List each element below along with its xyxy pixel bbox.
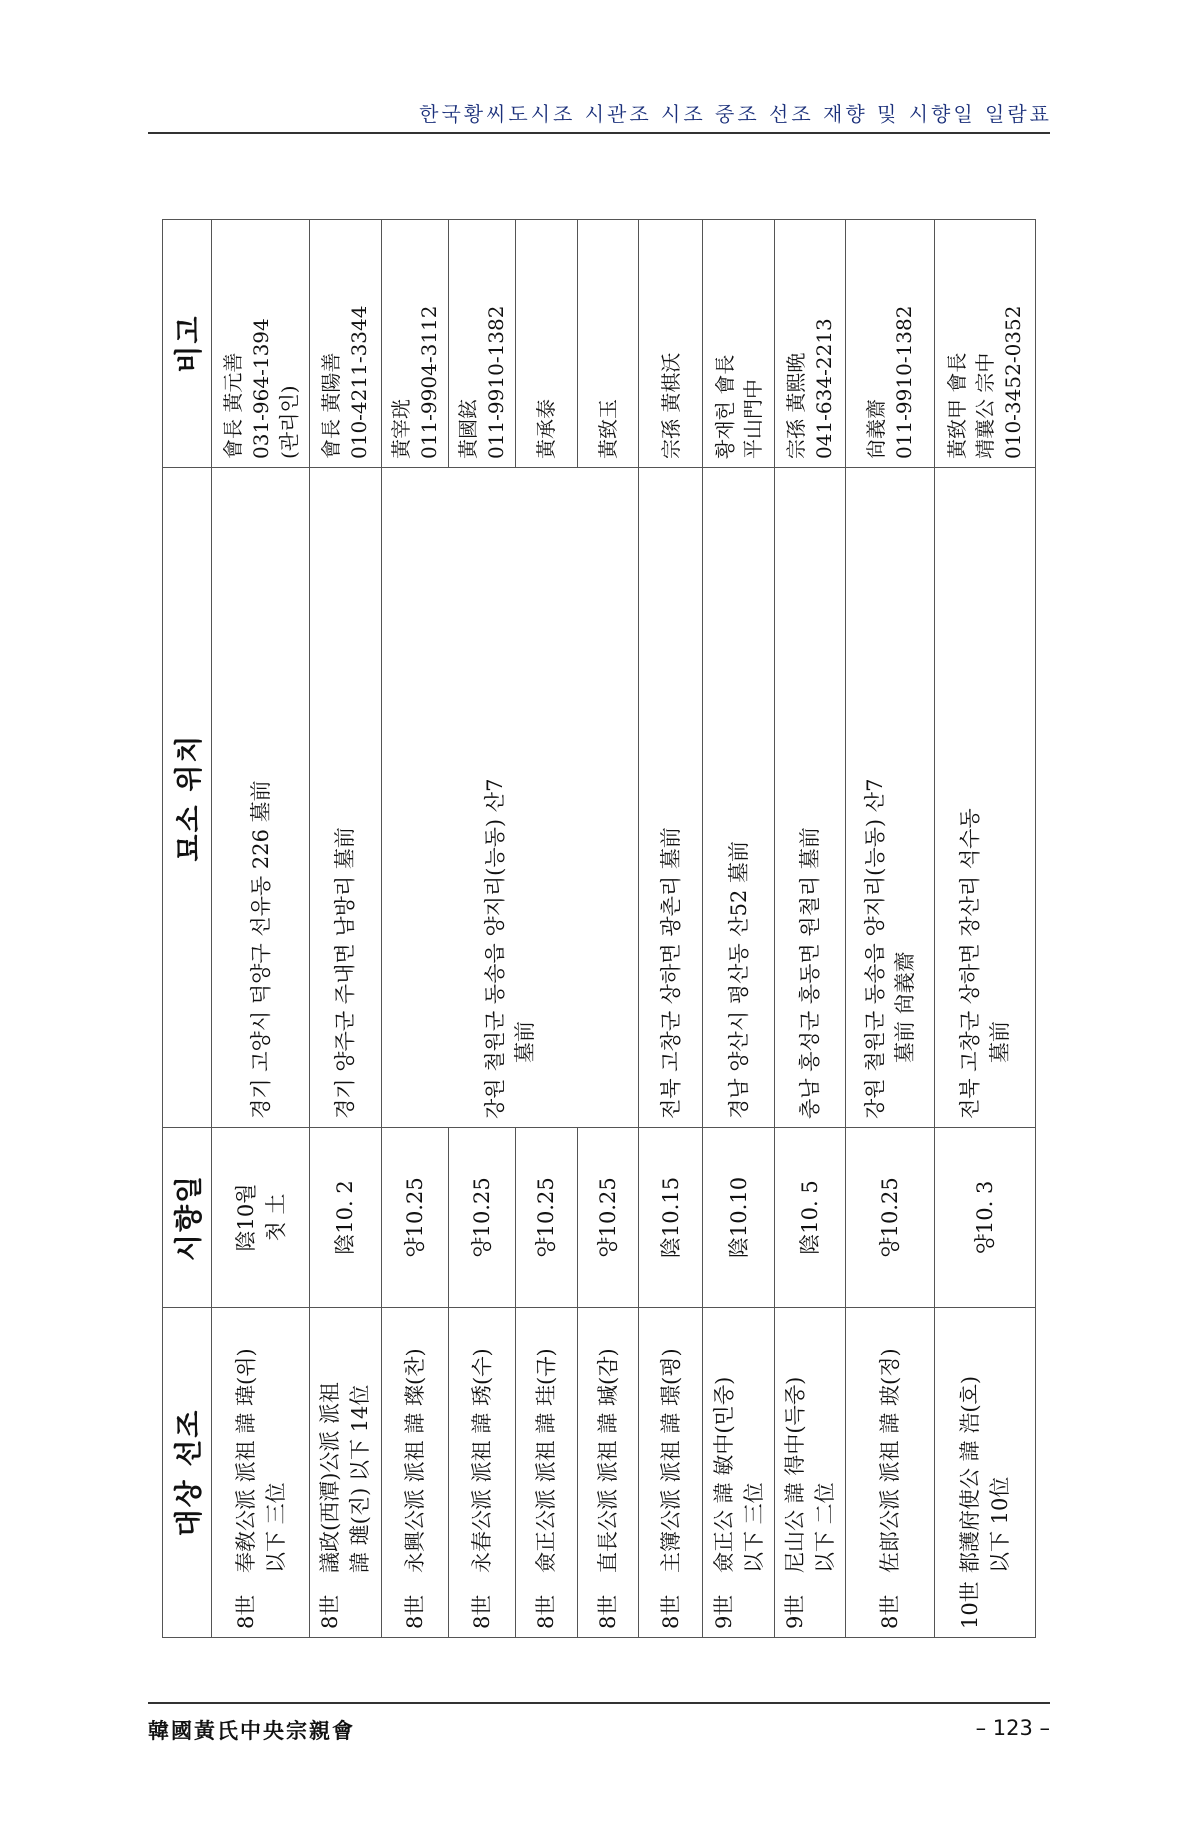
column-header-ancestor: 대상 선조	[163, 1308, 212, 1638]
note-line: 平山門中	[740, 379, 765, 459]
ancestor-line: 以下 10位	[987, 1476, 1012, 1573]
ancestor-cell	[516, 1308, 578, 1638]
ancestor-cell	[577, 1308, 639, 1638]
date-line: 양10.25	[878, 1177, 903, 1258]
note-line: 會長 黃元善	[220, 352, 245, 459]
note-cell	[703, 220, 775, 468]
ancestor-line: 僉正公派 派祖 諱 珪(규)	[534, 1348, 559, 1573]
note-line: 011-9910-1382	[892, 305, 917, 459]
note-line: 黃致玉	[596, 399, 621, 459]
note-line: 031-964-1394	[248, 318, 273, 459]
ancestor-line: 直長公派 派祖 諱 瑊(감)	[596, 1348, 621, 1573]
date-cell	[310, 1128, 382, 1308]
location-line: 墓前	[987, 1021, 1012, 1063]
note-line: 黃承泰	[534, 399, 559, 459]
date-cell	[774, 1128, 846, 1308]
memorial-schedule-table	[162, 219, 1036, 1638]
date-cell	[577, 1128, 639, 1308]
date-cell	[703, 1128, 775, 1308]
location-line: 경기 고양시 덕양구 선유동 226 墓前	[248, 780, 273, 1119]
header-divider	[148, 132, 1050, 134]
generation: 8世	[233, 1594, 258, 1629]
location-cell	[639, 468, 703, 1128]
ancestor-cell	[934, 1308, 1035, 1638]
date-cell	[516, 1128, 578, 1308]
note-line: 黃致甲 會長	[944, 352, 969, 459]
location-line: 전북 고창군 상하면 광촌리 墓前	[658, 827, 683, 1119]
note-line: 黃宰珖	[388, 399, 413, 459]
ancestor-line: 奉敎公派 派祖 諱 瑋(위)	[233, 1348, 258, 1573]
note-cell	[639, 220, 703, 468]
location-cell	[310, 468, 382, 1128]
generation: 10世	[957, 1581, 982, 1629]
note-line: (관리인)	[276, 385, 301, 459]
date-line: 양10.25	[596, 1177, 621, 1258]
note-cell	[516, 220, 578, 468]
ancestor-cell	[381, 1308, 448, 1638]
table-header-row	[163, 220, 212, 1638]
date-line: 陰10. 5	[798, 1180, 823, 1255]
location-line: 충남 홍성군 홍동면 원철리 墓前	[798, 827, 823, 1119]
location-cell	[934, 468, 1035, 1128]
generation: 8世	[596, 1594, 621, 1629]
note-line: 尙義齋	[864, 399, 889, 459]
note-line: 會長 黃陽善	[319, 352, 344, 459]
ancestor-line: 尼山公 諱 得中(득중)	[783, 1376, 808, 1573]
generation: 8世	[534, 1594, 559, 1629]
location-line: 강원 철원군 동송읍 양지리(능동) 산7	[483, 778, 507, 1119]
generation: 8世	[402, 1594, 427, 1629]
date-line: 첫 土	[263, 1193, 288, 1242]
location-cell	[846, 468, 934, 1128]
location-cell	[703, 468, 775, 1128]
footer-divider	[148, 1702, 1050, 1704]
page-number: – 123 –	[975, 1716, 1050, 1740]
generation: 8世	[658, 1594, 683, 1629]
location-line: 墓前 尙義齋	[893, 951, 918, 1063]
note-line: 011-9910-1382	[483, 305, 508, 459]
note-cell	[212, 220, 310, 468]
note-cell	[577, 220, 639, 468]
date-line: 양10.25	[402, 1177, 427, 1258]
note-line: 황재헌 會長	[712, 354, 737, 459]
generation: 8世	[878, 1594, 903, 1629]
date-line: 陰10. 2	[333, 1180, 358, 1255]
generation: 9世	[783, 1594, 808, 1629]
ancestor-cell	[639, 1308, 703, 1638]
date-line: 양10.25	[534, 1177, 559, 1258]
page-header-title: 한국황씨도시조 시관조 시조 중조 선조 재향 및 시향일 일람표	[419, 102, 1052, 126]
date-cell	[448, 1128, 515, 1308]
column-header-note: 비고	[163, 220, 212, 468]
note-line: 靖襄公 宗中	[972, 352, 997, 459]
location-cell	[774, 468, 846, 1128]
ancestor-line: 僉正公 諱 敏中(민중)	[711, 1376, 736, 1573]
date-line: 陰10.15	[658, 1176, 683, 1259]
date-cell	[639, 1128, 703, 1308]
note-cell	[381, 220, 448, 468]
ancestor-line: 以下 三位	[263, 1482, 288, 1573]
note-cell	[774, 220, 846, 468]
date-cell	[846, 1128, 934, 1308]
note-line: 010-3452-0352	[1000, 305, 1025, 459]
column-header-location: 묘소 위치	[163, 468, 212, 1128]
location-line: 경남 양산시 평산동 산52 墓前	[726, 841, 751, 1119]
table-row	[846, 220, 934, 1638]
date-cell	[212, 1128, 310, 1308]
note-cell	[846, 220, 934, 468]
ancestor-line: 永春公派 派祖 諱 琇(수)	[469, 1348, 494, 1573]
date-line: 陰10월	[233, 1183, 258, 1252]
table-row	[934, 220, 1035, 1638]
note-line: 宗孫 黃棋沃	[658, 352, 683, 459]
table-row	[639, 220, 703, 1638]
note-line: 010-4211-3344	[347, 305, 372, 459]
location-line: 墓前	[513, 1021, 537, 1063]
note-cell	[310, 220, 382, 468]
date-line: 양10. 3	[972, 1180, 997, 1255]
ancestor-cell	[448, 1308, 515, 1638]
ancestor-cell	[703, 1308, 775, 1638]
table-row	[381, 220, 448, 1638]
ancestor-line: 都護府使公 諱 浩(호)	[957, 1375, 982, 1573]
table-row	[310, 220, 382, 1638]
note-line: 黃國鉉	[455, 399, 480, 459]
location-cell	[381, 468, 639, 1128]
ancestor-line: 永興公派 派祖 諱 璨(찬)	[402, 1348, 427, 1573]
note-cell	[448, 220, 515, 468]
ancestor-line: 佐郎公派 派祖 諱 玻(정)	[878, 1348, 903, 1573]
date-cell	[934, 1128, 1035, 1308]
ancestor-line: 以下 三位	[741, 1482, 766, 1573]
location-line: 경기 양주군 주내면 남방리 墓前	[333, 827, 358, 1119]
generation: 8世	[469, 1594, 494, 1629]
footer-organization: 韓國黃氏中央宗親會	[148, 1718, 355, 1743]
note-cell	[934, 220, 1035, 468]
date-cell	[381, 1128, 448, 1308]
note-line: 011-9904-3112	[416, 305, 441, 459]
location-line: 전북 고창군 상하면 장산리 석수동	[957, 808, 982, 1119]
date-line: 양10.25	[469, 1177, 494, 1258]
ancestor-line: 諱 璡(진) 以下 14位	[348, 1384, 373, 1573]
table-row	[703, 220, 775, 1638]
generation: 8世	[318, 1594, 343, 1629]
date-line: 陰10.10	[726, 1176, 751, 1259]
location-cell	[212, 468, 310, 1128]
ancestor-cell	[846, 1308, 934, 1638]
ancestor-cell	[774, 1308, 846, 1638]
rotated-table-container	[162, 220, 1036, 1638]
table-row	[212, 220, 310, 1638]
ancestor-line: 議政(西潭)公派 派祖	[318, 1381, 343, 1573]
generation: 9世	[711, 1594, 736, 1629]
ancestor-cell	[212, 1308, 310, 1638]
ancestor-cell	[310, 1308, 382, 1638]
location-line: 강원 철원군 동송읍 양지리(능동) 산7	[863, 778, 888, 1119]
ancestor-line: 主簿公派 派祖 諱 璟(평)	[658, 1348, 683, 1573]
note-line: 041-634-2213	[812, 318, 837, 459]
table-row	[774, 220, 846, 1638]
note-line: 宗孫 黃熙晩	[784, 352, 809, 459]
column-header-date: 시향일	[163, 1128, 212, 1308]
ancestor-line: 以下 二位	[813, 1482, 838, 1573]
